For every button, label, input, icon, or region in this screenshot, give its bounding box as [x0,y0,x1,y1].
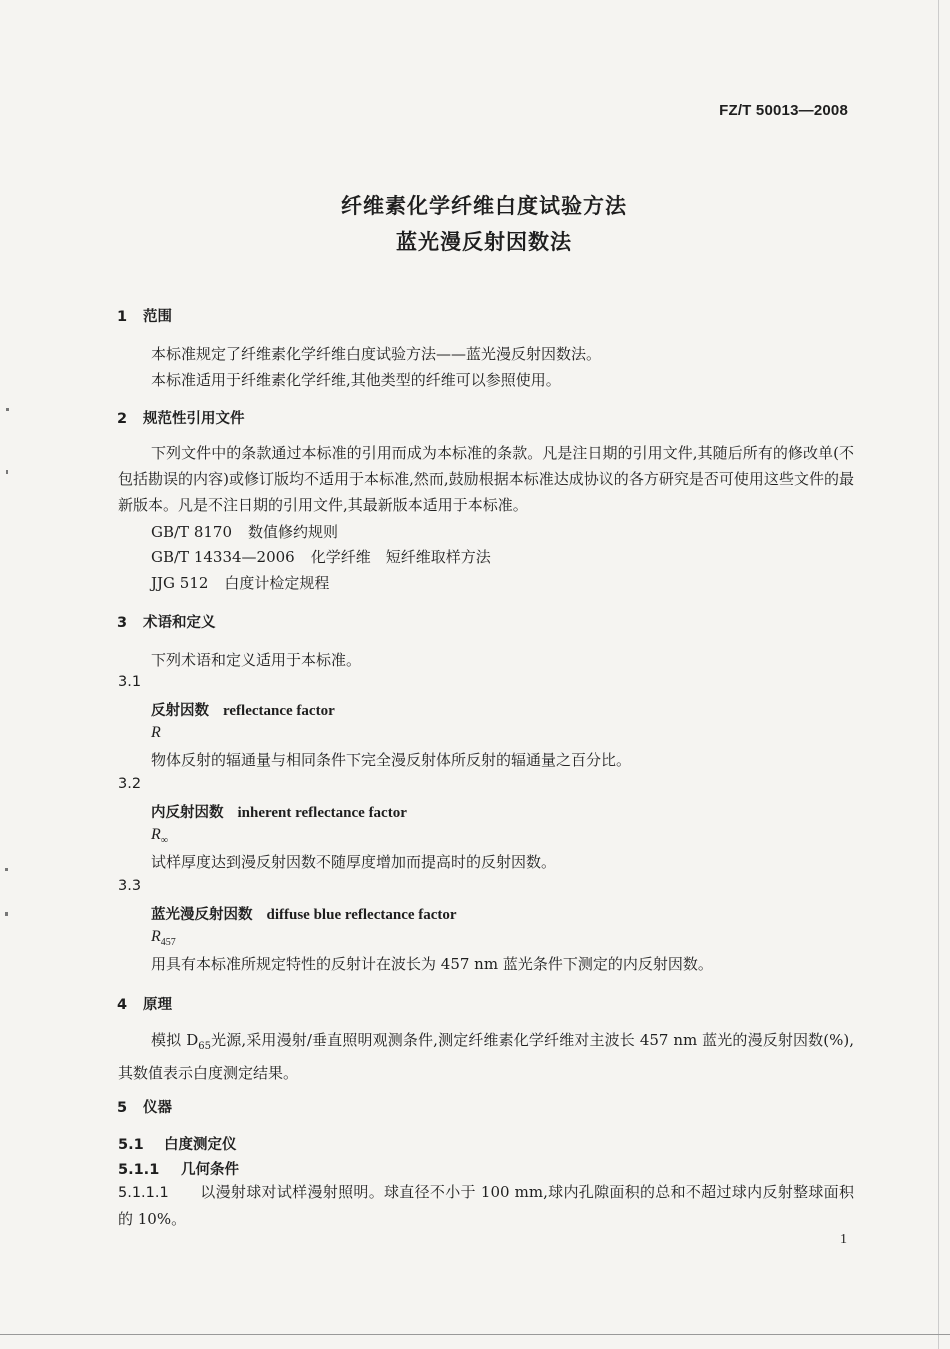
standard-code: FZ/T 50013—2008 [719,102,848,119]
clause-number: 3.2 [118,776,142,792]
term-chinese: 内反射因数 [151,805,224,821]
symbol-subscript: ∞ [160,835,168,847]
section-1-para-2: 本标准适用于纤维素化学纤维,其他类型的纤维可以参照使用。 [151,371,561,389]
reference-title: 化学纤维 短纤维取样方法 [310,548,491,566]
illuminant-subscript: 65 [198,1041,211,1052]
term-english: reflectance factor [223,703,335,719]
term-definition: 物体反射的辐通量与相同条件下完全漫反射体所反射的辐通量之百分比。 [151,751,632,769]
section-number: 1 [117,309,128,325]
scan-speck [6,470,8,474]
section-title: 规范性引用文件 [143,411,245,427]
doc-title-line1: 纤维素化学纤维白度试验方法 [341,194,627,218]
reference-code: GB/T 14334—2006 [151,548,295,566]
reference-item [151,546,491,567]
subsection-number: 5.1 [118,1137,144,1153]
section-number: 3 [117,615,128,631]
section-5-heading [117,1096,172,1117]
reference-item [151,572,329,593]
section-number: 5 [117,1100,128,1116]
term-definition: 试样厚度达到漫反射因数不随厚度增加而提高时的反射因数。 [151,853,557,871]
clause-number: 5.1.1.1 [118,1185,169,1201]
scan-speck [6,408,9,411]
section-3-heading [117,611,216,632]
term-chinese: 反射因数 [151,703,209,719]
principle-text-rest: 光源,采用漫射/垂直照明观测条件,测定纤维素化学纤维对主波长 457 nm 蓝光的漫反射因数(%),其数值表示白度测定结果。 [118,1031,854,1082]
symbol-letter: R [151,928,161,945]
reference-item [151,521,338,542]
section-3-para-1: 下列术语和定义适用于本标准。 [151,651,362,669]
term-entry [151,801,407,822]
scan-bottom-edge [0,1334,950,1335]
scan-speck [5,868,8,871]
reference-code: JJG 512 [151,574,209,592]
section-2-heading [117,407,245,428]
clause-number: 3.1 [118,674,142,690]
term-english: diffuse blue reflectance factor [266,907,457,923]
reference-title: 数值修约规则 [248,523,339,541]
page-number: 1 [840,1232,847,1247]
term-definition: 用具有本标准所规定特性的反射计在波长为 457 nm 蓝光条件下测定的内反射因数。 [151,955,713,973]
clause-5-1-1-1 [118,1179,854,1232]
subsection-number: 5.1.1 [118,1162,160,1178]
section-number: 4 [117,997,128,1013]
term-entry [151,699,335,720]
symbol-letter: R [151,724,161,741]
clause-text: 以漫射球对试样漫射照明。球直径不小于 100 mm,球内孔隙面积的总和不超过球内反射整球面积的 10%。 [118,1183,854,1228]
section-4-heading [117,993,172,1014]
subsection-title: 几何条件 [181,1162,239,1178]
scan-speck [5,912,8,916]
doc-title-line2: 蓝光漫反射因数法 [396,230,572,254]
subsection-title: 白度测定仪 [164,1137,237,1153]
principle-text-start: 模拟 D [151,1031,199,1049]
section-number: 2 [117,411,128,427]
term-symbol [151,724,161,744]
subsection-5-1-heading [118,1133,237,1154]
reference-code: GB/T 8170 [151,523,233,541]
term-english: inherent reflectance factor [237,805,407,821]
section-2-para-1: 下列文件中的条款通过本标准的引用而成为本标准的条款。凡是注日期的引用文件,其随后所有的修改单(不包括勘误的内容)或修订版均不适用于本标准,然而,鼓励根据本标准达成协议的各方研究是否可使用这些文件的最新版本。凡是不注日期的引用文件,其最新版本适用于本标准。 [118,444,854,514]
term-symbol [151,826,168,846]
section-title: 仪器 [143,1100,172,1116]
subsection-5-1-1-heading [118,1158,239,1179]
clause-number: 3.3 [118,878,142,894]
term-chinese: 蓝光漫反射因数 [151,907,253,923]
section-4-para-1 [118,1027,854,1086]
term-symbol [151,928,176,948]
section-title: 原理 [143,997,172,1013]
symbol-letter: R [151,826,161,843]
symbol-subscript: 457 [160,937,176,949]
reference-title: 白度计检定规程 [224,574,330,592]
section-1-heading [117,305,172,326]
section-title: 术语和定义 [143,615,216,631]
term-entry [151,903,457,924]
section-title: 范围 [143,309,172,325]
section-1-para-1: 本标准规定了纤维素化学纤维白度试验方法——蓝光漫反射因数法。 [151,345,602,363]
